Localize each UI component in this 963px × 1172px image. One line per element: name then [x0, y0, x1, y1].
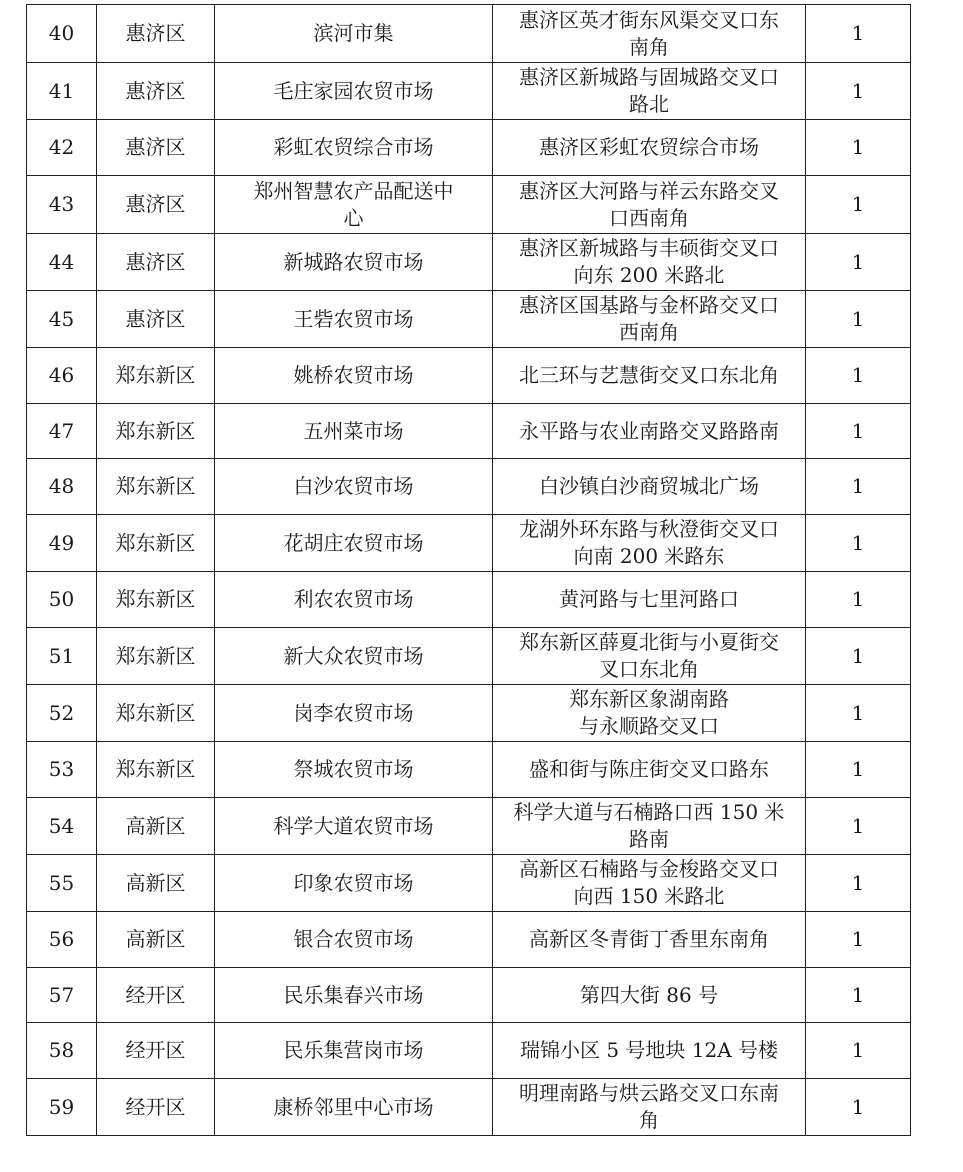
- count-cell: 1: [806, 1079, 911, 1136]
- district-cell: 高新区: [97, 912, 215, 968]
- address-line: 叉口东北角: [599, 657, 699, 681]
- district-cell: 郑东新区: [97, 459, 215, 515]
- count-cell: 1: [806, 798, 911, 855]
- market-name-line: 花胡庄农贸市场: [283, 530, 424, 555]
- address-line: 北三环与艺慧街交叉口东北角: [519, 363, 779, 387]
- row-number-cell: 43: [27, 176, 97, 234]
- address-cell: [493, 798, 806, 855]
- market-name-line: 科学大道农贸市场: [273, 813, 434, 838]
- count-cell: 1: [806, 912, 911, 968]
- row-number-cell: 52: [27, 685, 97, 742]
- address-cell: [493, 176, 806, 234]
- count-cell: 1: [806, 855, 911, 912]
- district-cell: 经开区: [97, 1079, 215, 1136]
- count-cell: 1: [806, 968, 911, 1023]
- market-name-line: 郑州智慧农产品配送中: [253, 178, 454, 203]
- district-cell: 惠济区: [97, 291, 215, 348]
- district-cell: 郑东新区: [97, 348, 215, 404]
- address-line: 向南 200 米路东: [573, 544, 725, 568]
- market-name-cell: [215, 855, 493, 912]
- district-cell: 惠济区: [97, 63, 215, 120]
- table-row: [27, 291, 911, 348]
- count-cell: 1: [806, 459, 911, 515]
- market-name-line: 银合农贸市场: [293, 927, 414, 951]
- market-name-cell: [215, 968, 493, 1023]
- table-row: [27, 1023, 911, 1079]
- address-line: 科学大道与石楠路口西 150 米: [513, 800, 785, 824]
- table-row: [27, 798, 911, 855]
- address-cell: [493, 912, 806, 968]
- row-number-cell: 42: [27, 120, 97, 176]
- district-cell: 高新区: [97, 855, 215, 912]
- address-line: 与永顺路交叉口: [579, 714, 719, 738]
- table-row: [27, 628, 911, 685]
- row-number-cell: 44: [27, 234, 97, 291]
- address-cell: [493, 5, 806, 63]
- row-number-cell: 57: [27, 968, 97, 1023]
- market-name-cell: [215, 404, 493, 459]
- table-row: [27, 685, 911, 742]
- table-row: [27, 176, 911, 234]
- market-name-cell: [215, 176, 493, 234]
- district-cell: 高新区: [97, 798, 215, 855]
- market-name-cell: [215, 685, 493, 742]
- market-name-line: 白沙农贸市场: [293, 474, 414, 498]
- count-cell: 1: [806, 120, 911, 176]
- market-name-cell: [215, 5, 493, 63]
- address-line: 向西 150 米路北: [573, 884, 725, 908]
- address-line: 高新区石楠路与金梭路交叉口: [519, 857, 779, 881]
- district-cell: 经开区: [97, 1023, 215, 1079]
- address-line: 角: [639, 1108, 659, 1132]
- table-row: [27, 968, 911, 1023]
- market-name-cell: [215, 459, 493, 515]
- row-number-cell: 50: [27, 572, 97, 628]
- row-number-cell: 53: [27, 742, 97, 798]
- table-row: [27, 120, 911, 176]
- address-line: 盛和街与陈庄街交叉口路东: [529, 757, 769, 781]
- row-number-cell: 56: [27, 912, 97, 968]
- table-row: [27, 63, 911, 120]
- count-cell: 1: [806, 685, 911, 742]
- count-cell: 1: [806, 348, 911, 404]
- row-number-cell: 40: [27, 5, 97, 63]
- market-name-line: 毛庄家园农贸市场: [273, 78, 434, 103]
- row-number-cell: 47: [27, 404, 97, 459]
- market-name-cell: [215, 348, 493, 404]
- table-row: [27, 348, 911, 404]
- address-cell: [493, 63, 806, 120]
- count-cell: 1: [806, 291, 911, 348]
- market-name-cell: [215, 912, 493, 968]
- address-cell: [493, 968, 806, 1023]
- table-row: [27, 855, 911, 912]
- market-name-cell: [215, 1079, 493, 1136]
- address-line: 黄河路与七里河路口: [559, 587, 739, 611]
- market-name-cell: [215, 63, 493, 120]
- address-cell: [493, 1023, 806, 1079]
- count-cell: 1: [806, 63, 911, 120]
- address-cell: [493, 120, 806, 176]
- market-name-cell: [215, 798, 493, 855]
- address-cell: [493, 348, 806, 404]
- row-number-cell: 49: [27, 515, 97, 572]
- row-number-cell: 41: [27, 63, 97, 120]
- market-list-sheet: [26, 4, 910, 1136]
- market-name-cell: [215, 628, 493, 685]
- address-cell: [493, 291, 806, 348]
- market-name-line: 康桥邻里中心市场: [273, 1094, 434, 1119]
- market-name-line: 姚桥农贸市场: [293, 363, 414, 387]
- address-line: 高新区冬青街丁香里东南角: [529, 927, 769, 951]
- table-row: [27, 912, 911, 968]
- count-cell: 1: [806, 176, 911, 234]
- market-name-line: 五州菜市场: [303, 418, 404, 443]
- market-name-line: 印象农贸市场: [293, 870, 414, 895]
- address-cell: [493, 234, 806, 291]
- market-name-line: 新大众农贸市场: [283, 643, 424, 668]
- table-row: [27, 234, 911, 291]
- address-line: 明理南路与烘云路交叉口东南: [519, 1081, 779, 1105]
- district-cell: 郑东新区: [97, 404, 215, 459]
- table-row: [27, 5, 911, 63]
- address-line: 惠济区新城路与丰硕街交叉口: [519, 236, 779, 260]
- row-number-cell: 59: [27, 1079, 97, 1136]
- district-cell: 惠济区: [97, 176, 215, 234]
- address-line: 路北: [629, 92, 669, 116]
- count-cell: 1: [806, 5, 911, 63]
- address-line: 口西南角: [609, 205, 689, 230]
- row-number-cell: 46: [27, 348, 97, 404]
- district-cell: 郑东新区: [97, 742, 215, 798]
- row-number-cell: 55: [27, 855, 97, 912]
- market-name-cell: [215, 742, 493, 798]
- market-name-line: 新城路农贸市场: [283, 249, 424, 274]
- market-table-body: [27, 5, 911, 1136]
- address-cell: [493, 742, 806, 798]
- market-name-line: 王砦农贸市场: [293, 306, 414, 331]
- row-number-cell: 58: [27, 1023, 97, 1079]
- table-row: [27, 572, 911, 628]
- market-table: [26, 4, 911, 1136]
- address-line: 南角: [629, 34, 669, 59]
- address-cell: [493, 572, 806, 628]
- table-row: [27, 404, 911, 459]
- market-name-line: 岗李农贸市场: [293, 700, 414, 725]
- district-cell: 惠济区: [97, 120, 215, 176]
- row-number-cell: 45: [27, 291, 97, 348]
- address-line: 向东 200 米路北: [573, 263, 725, 287]
- address-line: 第四大街 86 号: [579, 982, 719, 1007]
- count-cell: 1: [806, 234, 911, 291]
- address-line: 瑞锦小区 5 号地块 12A 号楼: [519, 1038, 779, 1062]
- address-line: 惠济区英才街东风渠交叉口东: [519, 7, 779, 32]
- district-cell: 惠济区: [97, 234, 215, 291]
- count-cell: 1: [806, 742, 911, 798]
- market-name-line: 祭城农贸市场: [293, 757, 414, 781]
- address-line: 路南: [629, 827, 669, 851]
- district-cell: 郑东新区: [97, 572, 215, 628]
- district-cell: 郑东新区: [97, 515, 215, 572]
- address-line: 郑东新区薛夏北街与小夏街交: [519, 630, 779, 654]
- address-line: 惠济区彩虹农贸综合市场: [539, 135, 759, 159]
- address-line: 郑东新区象湖南路: [569, 687, 729, 711]
- row-number-cell: 51: [27, 628, 97, 685]
- table-row: [27, 1079, 911, 1136]
- address-line: 西南角: [619, 320, 679, 344]
- count-cell: 1: [806, 1023, 911, 1079]
- market-name-line: 利农农贸市场: [293, 587, 414, 611]
- market-name-line: 滨河市集: [313, 21, 394, 45]
- address-line: 惠济区新城路与固城路交叉口: [519, 65, 779, 89]
- market-name-line: 心: [343, 205, 364, 230]
- address-cell: [493, 855, 806, 912]
- count-cell: 1: [806, 628, 911, 685]
- address-line: 惠济区国基路与金杯路交叉口: [519, 293, 779, 317]
- table-row: [27, 515, 911, 572]
- address-line: 惠济区大河路与祥云东路交叉: [519, 178, 779, 203]
- market-name-cell: [215, 1023, 493, 1079]
- count-cell: 1: [806, 404, 911, 459]
- market-name-line: 民乐集春兴市场: [283, 982, 424, 1007]
- market-name-cell: [215, 234, 493, 291]
- district-cell: 惠济区: [97, 5, 215, 63]
- district-cell: 郑东新区: [97, 685, 215, 742]
- market-name-line: 民乐集营岗市场: [283, 1038, 424, 1062]
- address-cell: [493, 459, 806, 515]
- market-name-cell: [215, 572, 493, 628]
- row-number-cell: 48: [27, 459, 97, 515]
- address-cell: [493, 515, 806, 572]
- address-cell: [493, 628, 806, 685]
- count-cell: 1: [806, 515, 911, 572]
- market-name-cell: [215, 120, 493, 176]
- district-cell: 郑东新区: [97, 628, 215, 685]
- address-cell: [493, 404, 806, 459]
- table-row: [27, 742, 911, 798]
- market-name-cell: [215, 515, 493, 572]
- market-name-cell: [215, 291, 493, 348]
- count-cell: 1: [806, 572, 911, 628]
- address-line: 龙湖外环东路与秋澄街交叉口: [519, 517, 779, 541]
- address-line: 永平路与农业南路交叉路路南: [519, 418, 779, 443]
- address-cell: [493, 685, 806, 742]
- address-cell: [493, 1079, 806, 1136]
- district-cell: 经开区: [97, 968, 215, 1023]
- row-number-cell: 54: [27, 798, 97, 855]
- address-line: 白沙镇白沙商贸城北广场: [539, 474, 759, 498]
- table-row: [27, 459, 911, 515]
- market-name-line: 彩虹农贸综合市场: [273, 135, 434, 159]
